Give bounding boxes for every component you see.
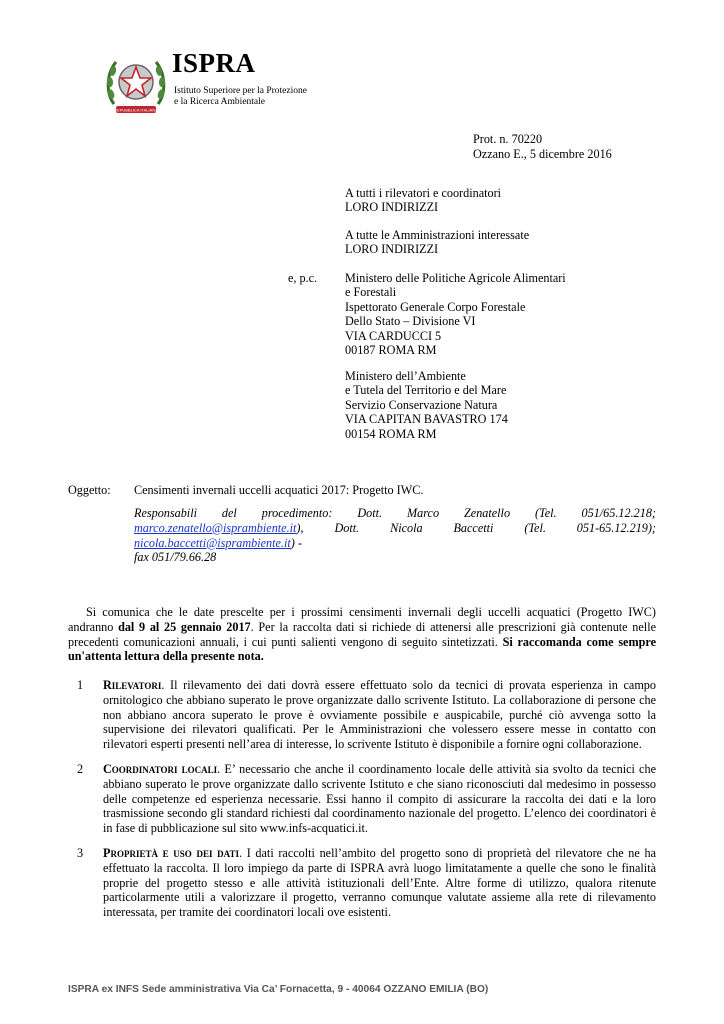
list-item: Coordinatori locali. E’ necessario che anche il coordinamento locale delle attività sia svolto da tecnici che abbiano superato le prove organizzate dallo scrivente Istituto e che siano riconosciuti dal medesimo in possesso delle competenze ed esperienza necessarie. Essi hanno il compito di assicurare la raccolta dei dati e la loro trasmissione secondo gli standard richiesti dal coordinamento nazionale del progetto. L’elenco dei coordinatori è in fase di pubblicazione sul sito www.infs-acquatici.it. [103, 762, 656, 836]
subject-label: Oggetto: [68, 483, 111, 497]
responsibles-block [134, 506, 656, 565]
emblem-ribbon-text: REPUBBLICA ITALIANA [114, 107, 158, 113]
item-number: 2 [77, 762, 84, 776]
cc-label: e, p.c. [288, 271, 318, 285]
email-link[interactable]: nicola.baccetti@isprambiente.it [134, 535, 291, 550]
responsibles-line: nicola.baccetti@isprambiente.it) - [134, 535, 302, 550]
item-number: 1 [77, 678, 84, 692]
responsibles-line: Responsabili del procedimento: Dott. Marco Zenatello (Tel. 051/65.12.218; [134, 506, 656, 520]
footer-address: ISPRA ex INFS Sede amministrativa Via Ca’ Fornacetta, 9 - 40064 OZZANO EMILIA (BO) [68, 984, 489, 995]
recipient-block: A tutti i rilevatori e coordinatori LORO INDIRIZZI [345, 186, 502, 215]
item-number: 3 [77, 846, 84, 860]
recipient-block: A tutte le Amministrazioni interessate LORO INDIRIZZI [345, 228, 530, 257]
list-item: Rilevatori. Il rilevamento dei dati dovrà essere effettuato solo da tecnici di provata esperienza in campo ornitologico che abbiano superato le prove organizzate dallo scrivente Istituto. La collaborazione di persone che non abbiano ancora superato le prove è ovviamente possibile e auspicabile, purché ciò avvenga sotto la supervisione dei rilevatori qualificati. Per le Amministrazioni che volessero essere messe in contatto con rilevatori esperti presenti nell’area di interesse, lo scrivente Istituto è disponibile a fornire ogni collaborazione. [103, 678, 656, 752]
place-date: Ozzano E., 5 dicembre 2016 [473, 147, 612, 161]
email-link[interactable]: marco.zenatello@isprambiente.it [134, 520, 297, 535]
cc-address-block: Ministero delle Politiche Agricole Alimentari e Forestali Ispettorato Generale Corpo Forestale Dello Stato – Divisione VI VIA CARDUCCI 5 00187 ROMA RM [345, 271, 566, 358]
italian-emblem-icon [104, 50, 168, 120]
responsibles-line: marco.zenatello@isprambiente.it), Dott. Nicola Baccetti (Tel. 051-65.12.219); [134, 520, 656, 535]
protocol-block [473, 132, 612, 162]
fax-number: fax 051/79.66.28 [134, 550, 217, 565]
list-item: Proprietà e uso dei dati. I dati raccolti nell’ambito del progetto sono di proprietà del rilevatore che ne ha effettuato la raccolta. Il loro impiego da parte di ISPRA avrà luogo limitatamente a quelle che sono le finalità proprie del progetto stesso e alle attività istituzionali dell’Ente. Altre forme di utilizzo, qualora ritenute particolarmente utili a valorizzare il progetto, verranno comunque valutate assieme alla rete di rilevamento interessata, per tramite dei coordinatori locali ove esistenti. [103, 846, 656, 920]
subject-text: Censimenti invernali uccelli acquatici 2017: Progetto IWC. [134, 483, 424, 497]
protocol-number: Prot. n. 70220 [473, 132, 543, 146]
org-subtitle: Istituto Superiore per la Protezione e la Ricerca Ambientale [174, 86, 307, 107]
ispra-logo [104, 48, 324, 128]
org-name: ISPRA [172, 48, 256, 78]
cc-address-block: Ministero dell’Ambiente e Tutela del Territorio e del Mare Servizio Conservazione Natura VIA CAPITAN BAVASTRO 174 00154 ROMA RM [345, 369, 508, 441]
intro-paragraph: Si comunica che le date prescelte per i prossimi censimenti invernali degli uccelli acquatici (Progetto IWC) andranno dal 9 al 25 gennaio 2017. Per la raccolta dati si richiede di attenersi alle prescrizioni già contenute nelle precedenti comunicazioni annuali, i cui punti salienti vengono di seguito sintetizzati. Si raccomanda come sempre un'attenta lettura della presente nota. [68, 605, 656, 664]
